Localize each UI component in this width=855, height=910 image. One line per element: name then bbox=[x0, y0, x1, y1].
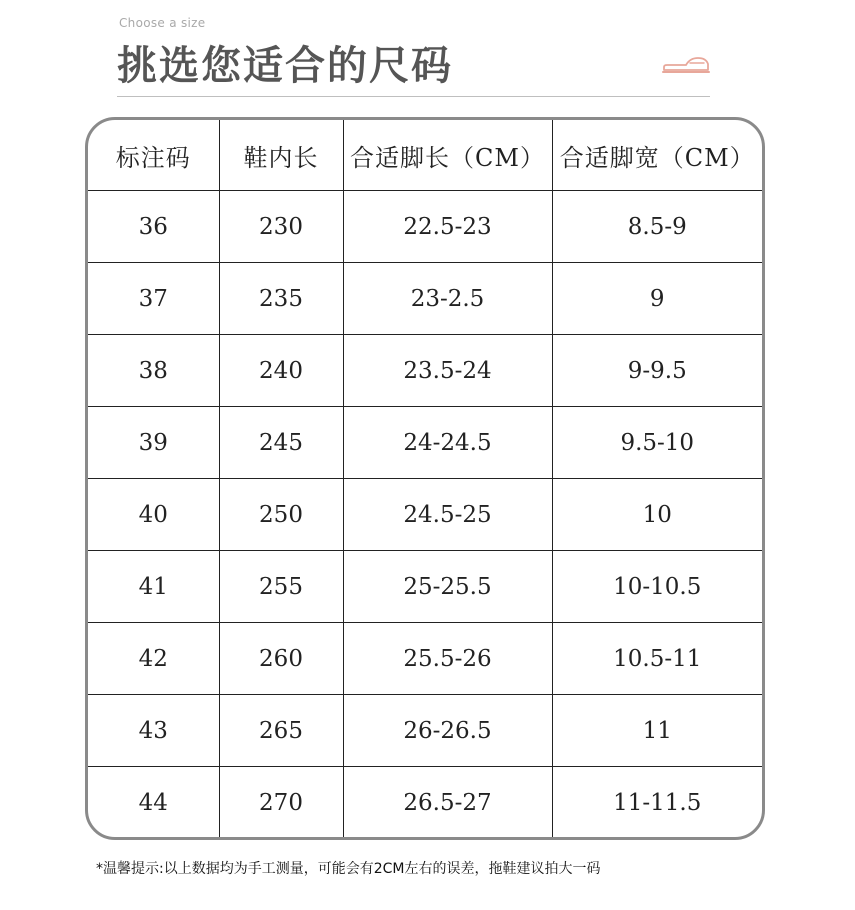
table-row bbox=[88, 767, 762, 839]
foot-length-cell: 22.5-23 bbox=[343, 191, 552, 263]
foot-width-cell: 10 bbox=[552, 479, 762, 551]
foot-length-cell: 23-2.5 bbox=[343, 263, 552, 335]
choose-size-subtitle: Choose a size bbox=[119, 16, 206, 30]
column-header-insole-length: 鞋内长 bbox=[219, 120, 343, 191]
insole-length-cell: 235 bbox=[219, 263, 343, 335]
foot-width-cell: 10.5-11 bbox=[552, 623, 762, 695]
table-row bbox=[88, 263, 762, 335]
insole-length-cell: 250 bbox=[219, 479, 343, 551]
foot-length-cell: 25-25.5 bbox=[343, 551, 552, 623]
table-row bbox=[88, 407, 762, 479]
size-label-cell: 37 bbox=[88, 263, 219, 335]
foot-width-cell: 11-11.5 bbox=[613, 789, 702, 816]
foot-width-cell: 11 bbox=[552, 695, 762, 767]
foot-length-cell: 25.5-26 bbox=[343, 623, 552, 695]
insole-length-cell: 245 bbox=[219, 407, 343, 479]
column-header-size-label: 标注码 bbox=[88, 120, 219, 191]
size-label-cell: 43 bbox=[88, 695, 219, 767]
column-header-foot-width: 合适脚宽（CM） bbox=[552, 120, 762, 191]
table-row bbox=[88, 335, 762, 407]
page-title: 挑选您适合的尺码 bbox=[117, 43, 453, 89]
foot-length-cell: 24.5-25 bbox=[343, 479, 552, 551]
measurement-note: *温馨提示:以上数据均为手工测量，可能会有2CM左右的误差，拖鞋建议拍大一码 bbox=[96, 861, 601, 877]
size-label-cell: 41 bbox=[88, 551, 219, 623]
foot-length-cell: 26-26.5 bbox=[343, 695, 552, 767]
foot-width-cell: 9.5-10 bbox=[552, 407, 762, 479]
table-row bbox=[88, 695, 762, 767]
title-divider bbox=[117, 96, 710, 97]
table-row bbox=[88, 479, 762, 551]
slipper-icon bbox=[660, 54, 712, 76]
foot-length-cell: 26.5-27 bbox=[343, 767, 552, 839]
table-row bbox=[88, 191, 762, 263]
column-header-foot-length: 合适脚长（CM） bbox=[343, 120, 552, 191]
foot-width-cell: 8.5-9 bbox=[552, 191, 762, 263]
foot-width-cell: 9-9.5 bbox=[552, 335, 762, 407]
foot-width-cell: 10-10.5 bbox=[552, 551, 762, 623]
insole-length-cell: 240 bbox=[219, 335, 343, 407]
foot-length-cell: 24-24.5 bbox=[343, 407, 552, 479]
size-label-cell: 39 bbox=[88, 407, 219, 479]
insole-length-cell: 260 bbox=[219, 623, 343, 695]
table-header-row bbox=[88, 120, 762, 191]
size-label-cell: 42 bbox=[88, 623, 219, 695]
table-row bbox=[88, 551, 762, 623]
table-row bbox=[88, 623, 762, 695]
size-chart-table bbox=[85, 117, 765, 840]
foot-width-cell: 9 bbox=[552, 263, 762, 335]
foot-length-cell: 23.5-24 bbox=[343, 335, 552, 407]
insole-length-cell: 255 bbox=[219, 551, 343, 623]
size-label-cell: 44 bbox=[88, 767, 219, 839]
insole-length-cell: 230 bbox=[219, 191, 343, 263]
insole-length-cell: 265 bbox=[219, 695, 343, 767]
size-label-cell: 40 bbox=[88, 479, 219, 551]
size-label-cell: 38 bbox=[88, 335, 219, 407]
insole-length-cell: 270 bbox=[219, 767, 343, 839]
size-label-cell: 36 bbox=[88, 191, 219, 263]
